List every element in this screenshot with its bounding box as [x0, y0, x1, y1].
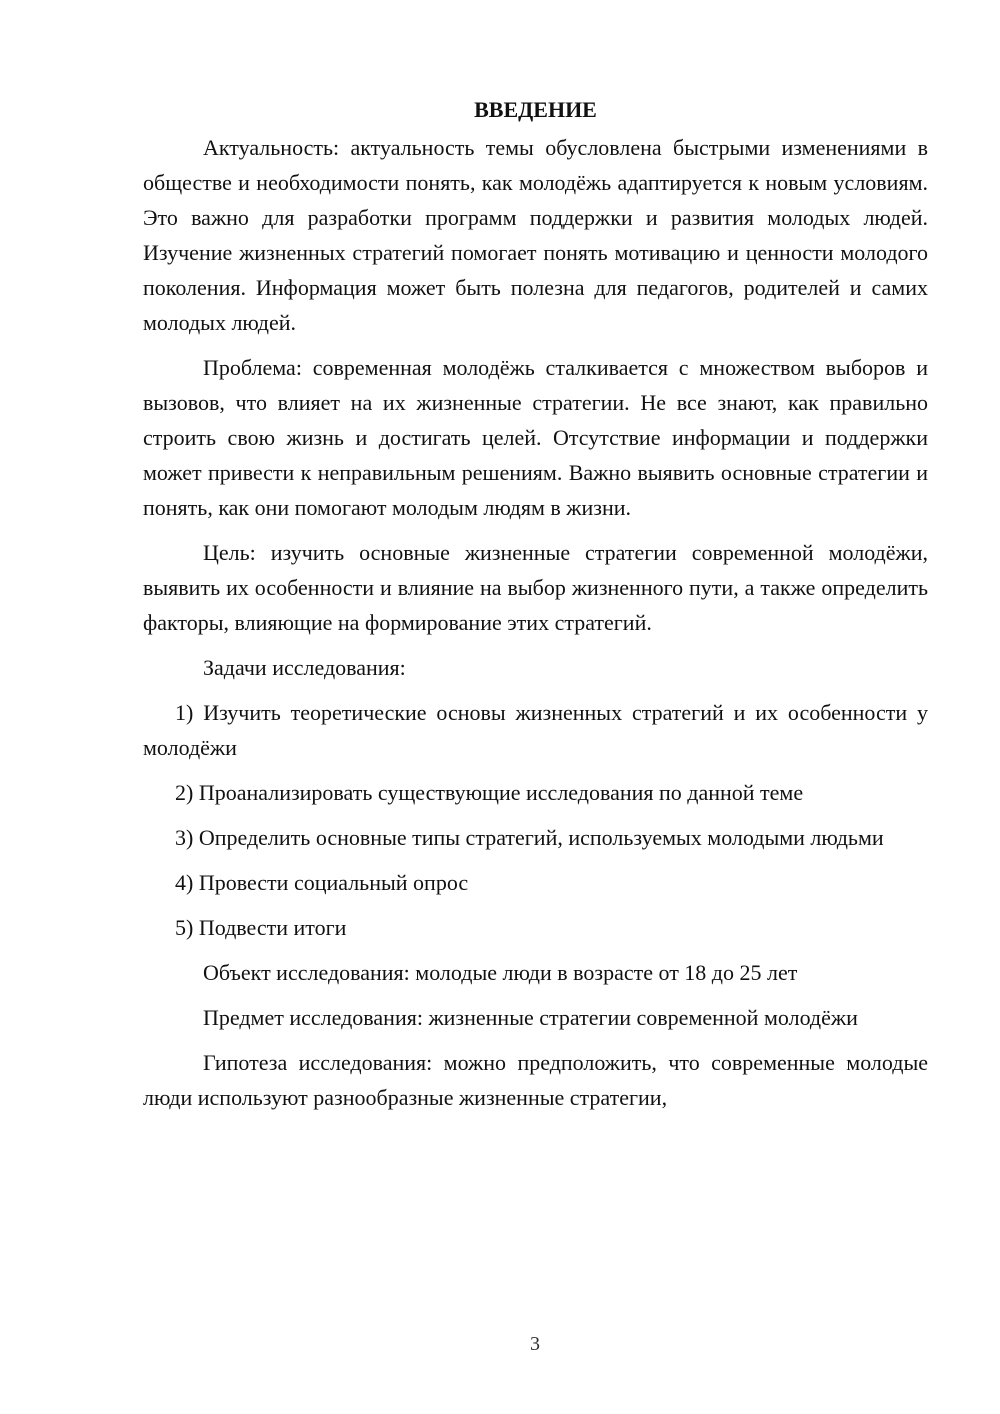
- goal-paragraph: Цель: изучить основные жизненные стратегии современной молодёжи, выявить их особенности и влияние на выбор жизненного пути, а также определить факторы, влияющие на формирование этих стратегий.: [143, 540, 928, 635]
- task-item-3: 3) Определить основные типы стратегий, используемых молодыми людьми: [175, 825, 884, 850]
- task-item-2: 2) Проанализировать существующие исследования по данной теме: [175, 780, 804, 805]
- task-item-5: 5) Подвести итоги: [175, 915, 347, 940]
- problem-paragraph: Проблема: современная молодёжь сталкивается с множеством выборов и вызовов, что влияет на их жизненные стратегии. Не все знают, как правильно строить свою жизнь и достигать целей. Отсутствие информации и поддержки может привести к неправильным решениям. Важно выявить основные стратегии и понять, как они помогают молодым людям в жизни.: [143, 355, 928, 520]
- subject-paragraph: Предмет исследования: жизненные стратегии современной молодёжи: [203, 1005, 858, 1030]
- page-number: 3: [530, 1333, 540, 1355]
- task-item-4: 4) Провести социальный опрос: [175, 870, 469, 895]
- tasks-heading: Задачи исследования:: [203, 655, 406, 680]
- document-page: [143, 92, 928, 1125]
- hypothesis-paragraph: Гипотеза исследования: можно предположить, что современные молодые люди используют разнообразные жизненные стратегии,: [143, 1050, 928, 1110]
- page-title: ВВЕДЕНИЕ: [474, 97, 597, 122]
- relevance-paragraph: Актуальность: актуальность темы обусловлена быстрыми изменениями в обществе и необходимости понять, как молодёжь адаптируется к новым условиям. Это важно для разработки программ поддержки и развития молодых людей. Изучение жизненных стратегий помогает понять мотивацию и ценности молодого поколения. Информация может быть полезна для педагогов, родителей и самих молодых людей.: [143, 135, 928, 335]
- task-item-1: 1) Изучить теоретические основы жизненных стратегий и их особенности у молодёжи: [143, 700, 928, 760]
- object-paragraph: Объект исследования: молодые люди в возрасте от 18 до 25 лет: [203, 960, 798, 985]
